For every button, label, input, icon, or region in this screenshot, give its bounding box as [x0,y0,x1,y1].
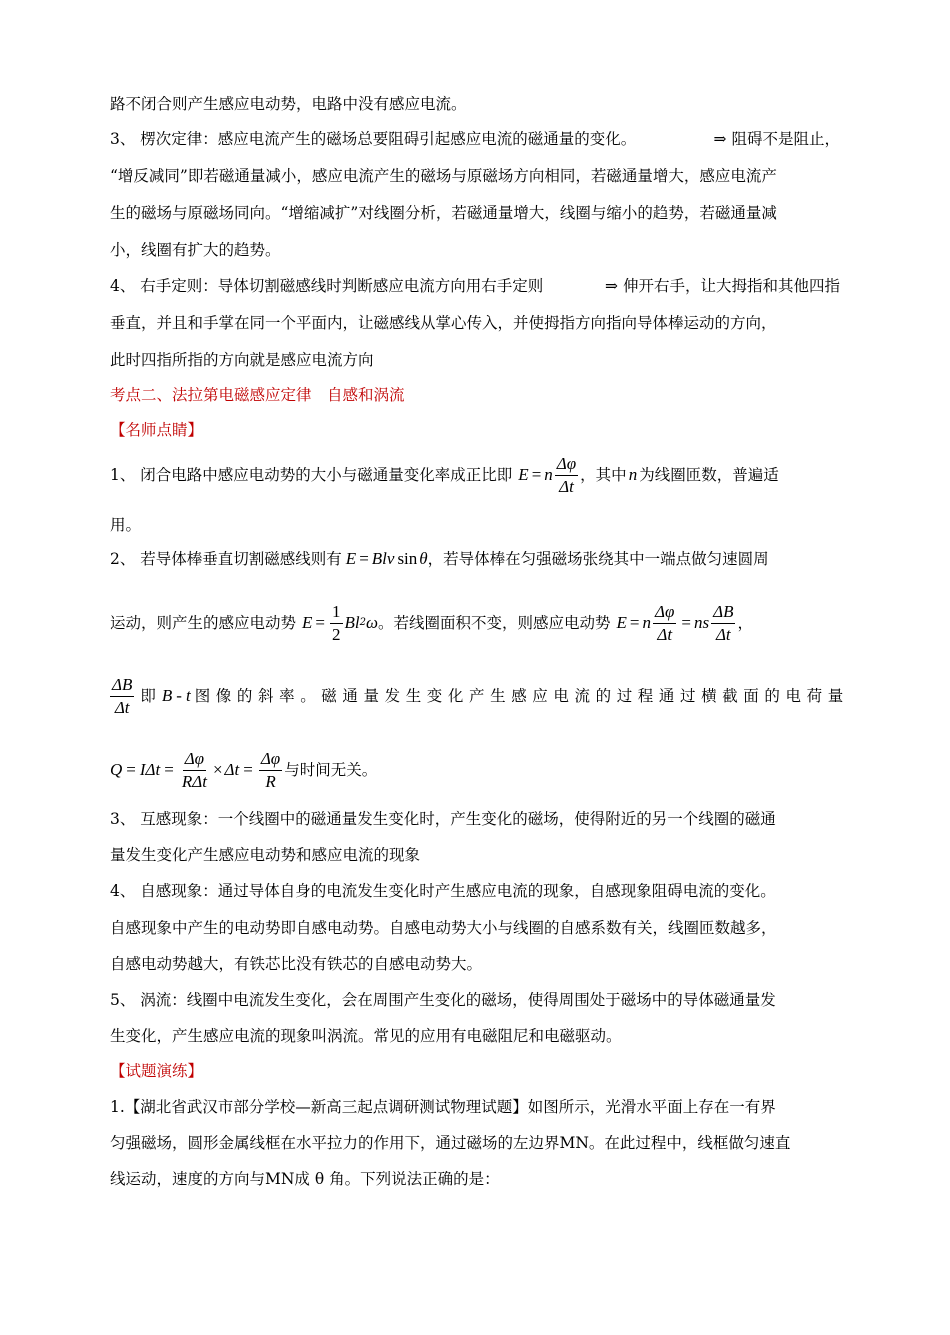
formula-E: E [616,613,627,632]
p1-text-b: ，其中 [580,466,627,484]
item4-text-a: 4、 右手定则：导体切割磁感线时判断感应电流方向用右手定则 [110,277,544,295]
p2-text-g: 与时间无关。 [284,761,378,779]
formula-t: t [185,686,191,705]
p2-line4 [110,746,377,794]
fraction-num: 1 [330,601,343,624]
formula-n-var: n [628,465,638,484]
formula-times: × [212,760,223,779]
p2-line1 [110,549,769,569]
fraction-one-half [330,601,343,646]
p1-line1 [110,452,779,498]
formula-eq: = [164,760,174,779]
p5-line1: 5、 涡流：线圈中电流发生变化，会在周围产生变化的磁场，使得周围处于磁场中的导体磁通量发 [110,991,776,1009]
formula-omega: ω [365,613,378,632]
p3-line2: 量发生变化产生感应电动势和感应电流的现象 [110,846,421,864]
p1-line2: 用。 [110,516,142,534]
intro-tail-line: 路不闭合则产生感应电动势，电路中没有感应电流。 [110,95,467,113]
fraction-num: Δφ [653,601,676,624]
item4-line2: 垂直，并且和手掌在同一个平面内，让磁感线从掌心传入，并使拇指方向指向导体棒运动的方向， [110,314,777,332]
fraction-num: Δφ [259,748,282,771]
formula-E: E [302,613,313,632]
formula-dt: Δt [145,760,161,779]
item3-line3: 生的磁场与原磁场同向。“增缩减扩”对线圈分析，若磁通量增大，线圈与缩小的趋势，若磁通量减 [110,204,777,222]
fraction-den: R [265,771,276,791]
fraction-den: 2 [332,624,341,644]
p2-text-b: ，若导体棒在匀强磁场张绕其中一端点做匀速圆周 [427,550,769,568]
fraction-num: Δφ [183,748,206,771]
p5-line2: 生变化，产生感应电流的现象叫涡流。常见的应用有电磁阻尼和电磁驱动。 [110,1027,622,1045]
implies-arrow: ⇒ [605,277,619,295]
fraction-den: Δt [657,624,673,644]
formula-Q: Q [110,760,123,779]
fraction-dphi-dt [653,601,676,646]
fraction-num: Δφ [555,453,578,476]
item4-text-b: 伸开右手，让大拇指和其他四指 [622,277,840,295]
p2-text-a: 2、 若导体棒垂直切割磁感线则有 [110,550,342,568]
fraction-dB-dt [711,601,735,646]
fraction-den: Δt [559,476,574,496]
item3-line2: “增反减同”即若磁通量减小，感应电流产生的磁场与原磁场方向相同，若磁通量增大，感应电流产 [110,167,777,185]
q1-line3: 线运动，速度的方向与MN成 θ 角。下列说法正确的是： [110,1170,500,1188]
formula-ns: ns [693,613,710,632]
formula-E: E [345,549,357,568]
p2-line3 [110,672,849,720]
formula-eq: = [359,549,369,568]
q1-line1: 1.【湖北省武汉市部分学校—新高三起点调研测试物理试题】如图所示，光滑水平面上存在一有界 [110,1098,776,1116]
p2-text-c: 运动，则产生的感应电动势 [110,614,297,632]
formula-Blv: Blv [371,549,395,568]
item4-line3: 此时四指所指的方向就是感应电流方向 [110,351,374,369]
implies-arrow: ⇒ [713,130,727,148]
p2-text-f1: 即 [140,687,156,705]
formula-B: B [161,686,173,705]
formula-eq: = [681,613,691,632]
formula-eq: = [243,760,253,779]
p4-line1: 4、 自感现象：通过导体自身的电流发生变化时产生感应电流的现象，自感现象阻碍电流的变化。 [110,882,776,900]
formula-sin: sin [397,549,418,568]
formula-eq: = [315,613,325,632]
p1-text-c: 为线圈匝数，普遍适 [639,466,779,484]
fraction-dphi-RDt [180,748,209,793]
formula-n: n [642,613,651,632]
fraction-num: ΔB [110,674,134,697]
fraction-dphi-dt [555,453,578,498]
formula-Bl: Bl [344,613,360,632]
item3-text-b: 阻碍不是阻止， [731,130,840,148]
p2-line2 [110,599,840,647]
fraction-dphi-R [259,748,282,793]
p4-line3: 自感电动势越大，有铁芯比没有铁芯的自感电动势大。 [110,955,483,973]
formula-theta: θ [419,549,428,568]
fraction-den: Δt [715,624,731,644]
fraction-den: RΔt [181,771,207,791]
item3-line1 [110,129,840,149]
q1-line2: 匀强磁场，圆形金属线框在水平拉力的作用下，通过磁场的左边界MN。在此过程中，线框做匀速直 [110,1134,791,1152]
formula-n: n [544,465,553,484]
p2-text-f2: 图像的斜率。磁通量发生变化产生感应电流的过程通过横截面的电荷量 [194,687,849,705]
fraction-num: ΔB [711,601,735,624]
practice-tag: 【试题演练】 [110,1062,204,1080]
teacher-tip-tag: 【名师点睛】 [110,421,204,439]
p3-line1: 3、 互感现象：一个线圈中的磁通量发生变化时，产生变化的磁场，使得附近的另一个线圈的磁通 [110,810,776,828]
formula-dash: - [176,686,182,705]
formula-E: E [518,465,529,484]
formula-eq: = [629,613,640,632]
p1-text-a: 1、 闭合电路中感应电动势的大小与磁通量变化率成正比即 [110,466,513,484]
section2-heading: 考点二、法拉第电磁感应定律 自感和涡流 [110,386,405,404]
p2-text-e: ， [737,614,753,632]
formula-eq: = [531,465,542,484]
p2-text-d: 。若线圈面积不变，则感应电动势 [378,614,611,632]
item4-line1 [110,276,840,296]
formula-dt: Δt [224,760,240,779]
formula-square: 2 [359,617,366,628]
p4-line2: 自感现象中产生的电动势即自感电动势。自感电动势大小与线圈的自感系数有关，线圈匝数越多， [110,919,777,937]
formula-I: I [139,760,146,779]
formula-eq: = [126,760,136,779]
item3-line4: 小，线圈有扩大的趋势。 [110,241,281,259]
fraction-den: Δt [114,697,130,717]
item3-text-a: 3、 楞次定律：感应电流产生的磁场总要阻碍引起感应电流的磁通量的变化。 [110,130,637,148]
fraction-dB-dt [110,674,134,719]
